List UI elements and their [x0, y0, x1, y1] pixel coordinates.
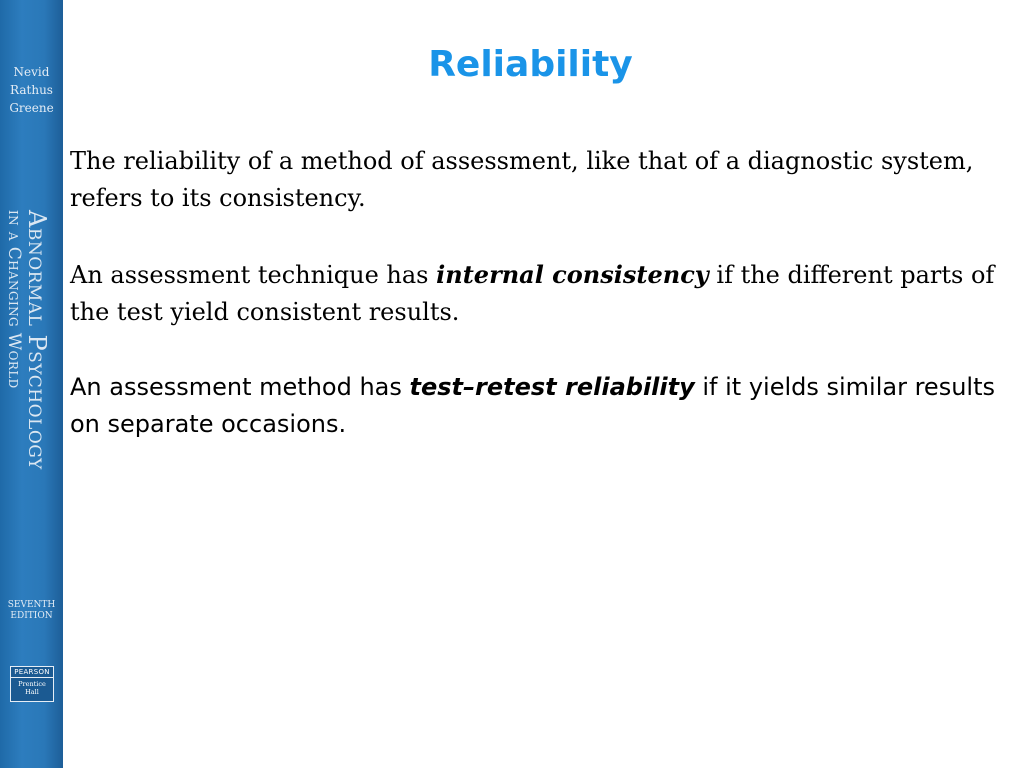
paragraph-reliability-definition — [70, 143, 1010, 217]
paragraph-internal-consistency — [70, 256, 1010, 331]
edition-line: SEVENTH — [7, 600, 56, 610]
key-term-test-retest-reliability: test–retest reliability — [409, 373, 695, 401]
author-name: Greene — [9, 101, 54, 115]
edition-label — [0, 600, 63, 622]
slide-title: Reliability — [428, 44, 633, 85]
book-title: Abnormal Psychology — [23, 210, 51, 470]
publisher-imprint-line: Prentice — [18, 680, 46, 688]
paragraph-text: The reliability of a method of assessment, like that of a diagnostic system, refers to its consistency. — [70, 147, 974, 212]
book-title-vertical — [0, 210, 63, 500]
author-names — [0, 63, 63, 117]
paragraph-text: if it yields similar results on separate occasions. — [70, 373, 995, 438]
edition-line: EDITION — [10, 611, 53, 621]
paragraph-test-retest-reliability — [70, 369, 1010, 443]
key-term-internal-consistency: internal consistency — [436, 260, 709, 289]
author-name: Rathus — [10, 83, 53, 97]
book-spine-sidebar — [0, 0, 63, 768]
paragraph-text: An assessment technique has — [70, 261, 437, 289]
paragraph-text: An assessment method has — [70, 373, 410, 401]
publisher-imprint-line: Hall — [25, 688, 39, 696]
publisher-logo — [10, 666, 54, 702]
author-name: Nevid — [13, 65, 50, 79]
publisher-name: PEARSON — [11, 667, 53, 678]
paragraph-text: if the different parts of the test yield consistent results. — [70, 261, 995, 326]
book-subtitle: in a Changing World — [4, 210, 24, 389]
